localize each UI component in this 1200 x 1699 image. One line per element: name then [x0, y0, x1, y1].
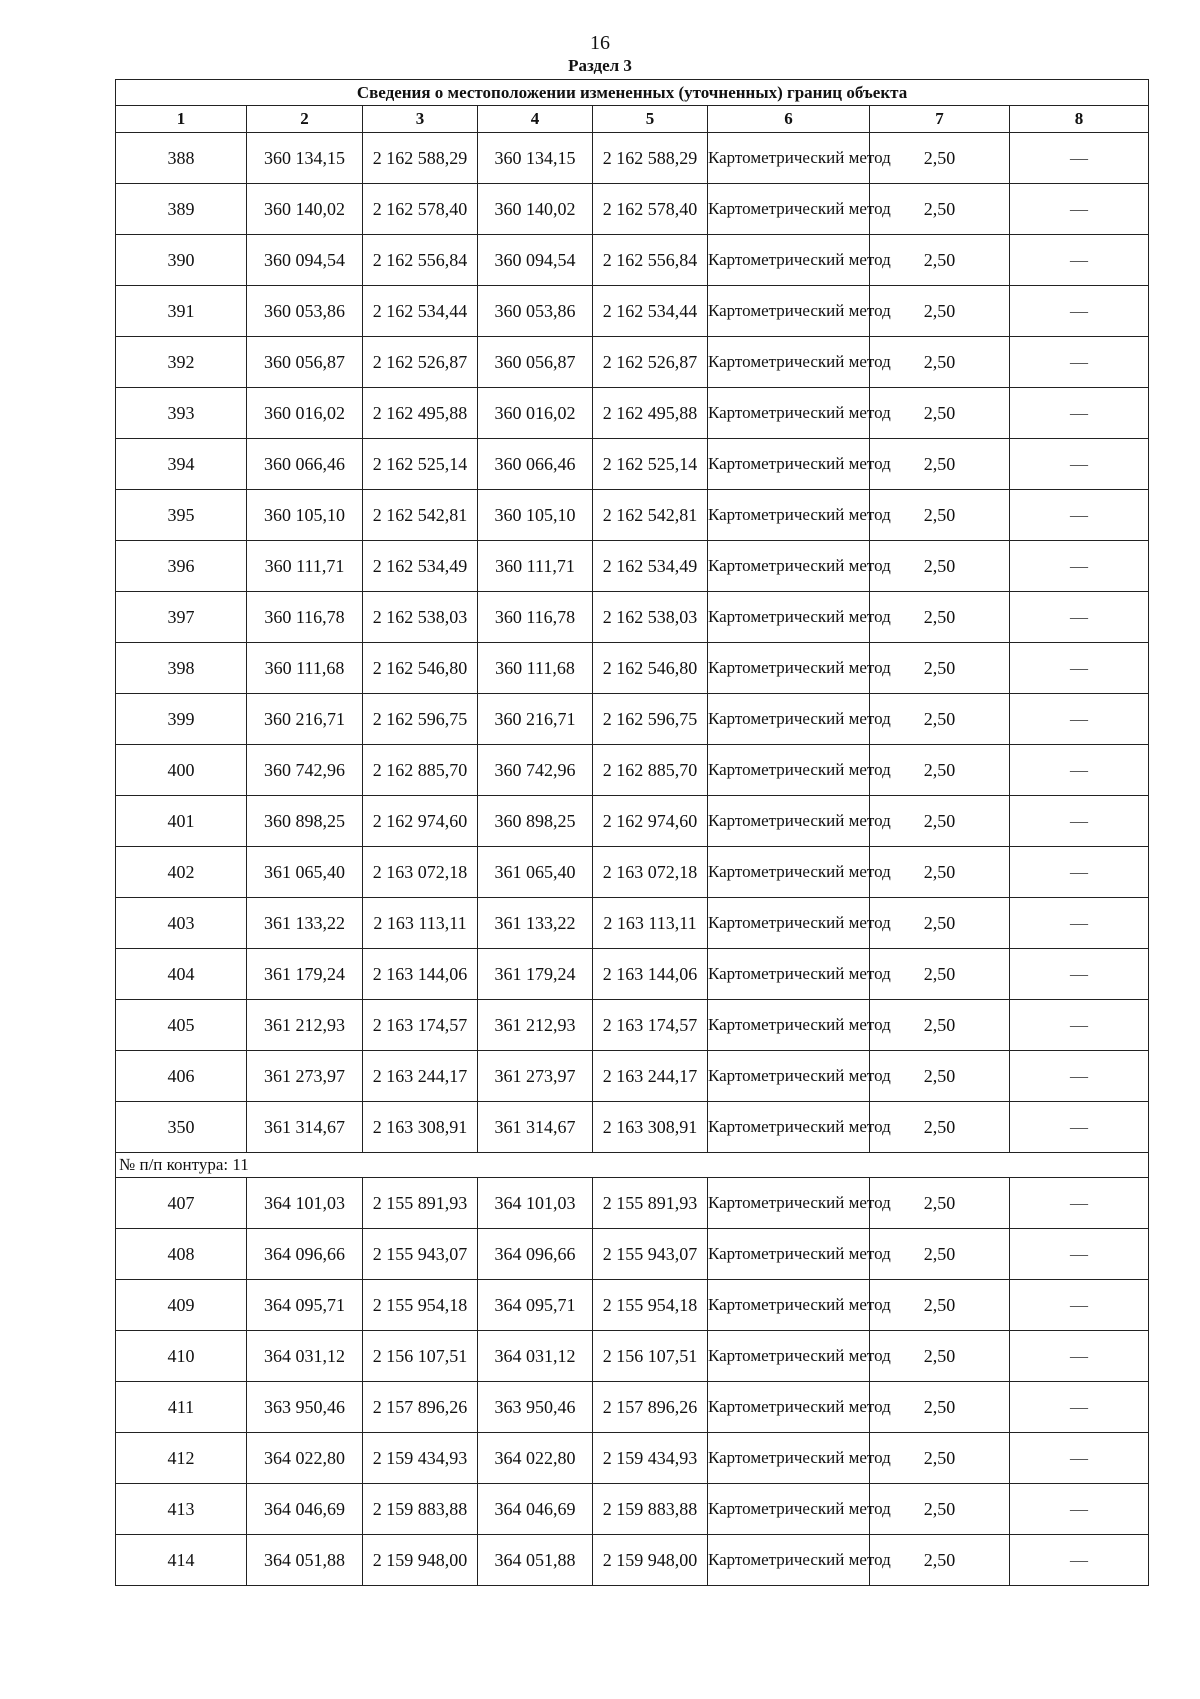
y-old-cell: 2 162 525,14	[363, 439, 478, 490]
method-cell: Картометрический метод	[708, 235, 870, 286]
x-new-cell: 360 111,71	[478, 541, 593, 592]
accuracy-cell: 2,50	[870, 1382, 1010, 1433]
method-cell: Картометрический метод	[708, 745, 870, 796]
column-number: 4	[478, 106, 593, 133]
accuracy-cell: 2,50	[870, 796, 1010, 847]
point-number-cell: 395	[116, 490, 247, 541]
method-cell: Картометрический метод	[708, 1178, 870, 1229]
accuracy-cell: 2,50	[870, 694, 1010, 745]
y-old-cell: 2 162 578,40	[363, 184, 478, 235]
method-cell: Картометрический метод	[708, 643, 870, 694]
y-old-cell: 2 162 534,44	[363, 286, 478, 337]
method-cell: Картометрический метод	[708, 388, 870, 439]
x-new-cell: 361 273,97	[478, 1051, 593, 1102]
point-number-cell: 401	[116, 796, 247, 847]
description-cell: —	[1010, 1382, 1149, 1433]
x-new-cell: 361 133,22	[478, 898, 593, 949]
table-row	[116, 133, 1149, 184]
x-new-cell: 360 053,86	[478, 286, 593, 337]
x-old-cell: 360 111,71	[247, 541, 363, 592]
point-number-cell: 396	[116, 541, 247, 592]
y-old-cell: 2 163 144,06	[363, 949, 478, 1000]
y-old-cell: 2 155 891,93	[363, 1178, 478, 1229]
coordinates-table	[115, 79, 1149, 1586]
y-old-cell: 2 162 556,84	[363, 235, 478, 286]
table-row	[116, 1433, 1149, 1484]
table-row	[116, 184, 1149, 235]
y-old-cell: 2 163 244,17	[363, 1051, 478, 1102]
table-row	[116, 388, 1149, 439]
description-cell: —	[1010, 898, 1149, 949]
x-old-cell: 364 031,12	[247, 1331, 363, 1382]
accuracy-cell: 2,50	[870, 1229, 1010, 1280]
description-cell: —	[1010, 286, 1149, 337]
x-old-cell: 360 134,15	[247, 133, 363, 184]
accuracy-cell: 2,50	[870, 1535, 1010, 1586]
x-old-cell: 361 212,93	[247, 1000, 363, 1051]
x-new-cell: 360 140,02	[478, 184, 593, 235]
y-new-cell: 2 162 534,49	[593, 541, 708, 592]
y-old-cell: 2 162 534,49	[363, 541, 478, 592]
accuracy-cell: 2,50	[870, 1178, 1010, 1229]
x-new-cell: 364 101,03	[478, 1178, 593, 1229]
description-cell: —	[1010, 235, 1149, 286]
description-cell: —	[1010, 1331, 1149, 1382]
y-new-cell: 2 163 174,57	[593, 1000, 708, 1051]
table-row	[116, 847, 1149, 898]
x-new-cell: 360 056,87	[478, 337, 593, 388]
description-cell: —	[1010, 1178, 1149, 1229]
table-row	[116, 796, 1149, 847]
method-cell: Картометрический метод	[708, 337, 870, 388]
y-old-cell: 2 162 596,75	[363, 694, 478, 745]
table-row	[116, 1280, 1149, 1331]
x-old-cell: 360 742,96	[247, 745, 363, 796]
table-row	[116, 235, 1149, 286]
y-new-cell: 2 162 974,60	[593, 796, 708, 847]
y-new-cell: 2 163 144,06	[593, 949, 708, 1000]
x-new-cell: 360 134,15	[478, 133, 593, 184]
point-number-cell: 399	[116, 694, 247, 745]
y-old-cell: 2 162 542,81	[363, 490, 478, 541]
y-new-cell: 2 162 526,87	[593, 337, 708, 388]
description-cell: —	[1010, 337, 1149, 388]
point-number-cell: 414	[116, 1535, 247, 1586]
point-number-cell: 390	[116, 235, 247, 286]
point-number-cell: 408	[116, 1229, 247, 1280]
column-number-row	[116, 106, 1149, 133]
table-row	[116, 1178, 1149, 1229]
description-cell: —	[1010, 1484, 1149, 1535]
table-row	[116, 541, 1149, 592]
method-cell: Картометрический метод	[708, 592, 870, 643]
table-row	[116, 745, 1149, 796]
table-row	[116, 949, 1149, 1000]
point-number-cell: 388	[116, 133, 247, 184]
accuracy-cell: 2,50	[870, 847, 1010, 898]
y-old-cell: 2 162 588,29	[363, 133, 478, 184]
accuracy-cell: 2,50	[870, 1280, 1010, 1331]
table-row	[116, 490, 1149, 541]
x-new-cell: 360 742,96	[478, 745, 593, 796]
table-row	[116, 643, 1149, 694]
x-old-cell: 360 111,68	[247, 643, 363, 694]
x-old-cell: 363 950,46	[247, 1382, 363, 1433]
y-new-cell: 2 162 596,75	[593, 694, 708, 745]
y-old-cell: 2 159 883,88	[363, 1484, 478, 1535]
x-new-cell: 360 066,46	[478, 439, 593, 490]
method-cell: Картометрический метод	[708, 1382, 870, 1433]
x-new-cell: 360 094,54	[478, 235, 593, 286]
y-new-cell: 2 155 891,93	[593, 1178, 708, 1229]
x-new-cell: 361 314,67	[478, 1102, 593, 1153]
x-new-cell: 363 950,46	[478, 1382, 593, 1433]
method-cell: Картометрический метод	[708, 1229, 870, 1280]
method-cell: Картометрический метод	[708, 1433, 870, 1484]
point-number-cell: 409	[116, 1280, 247, 1331]
point-number-cell: 393	[116, 388, 247, 439]
x-new-cell: 364 031,12	[478, 1331, 593, 1382]
x-old-cell: 361 133,22	[247, 898, 363, 949]
method-cell: Картометрический метод	[708, 133, 870, 184]
y-old-cell: 2 156 107,51	[363, 1331, 478, 1382]
accuracy-cell: 2,50	[870, 133, 1010, 184]
accuracy-cell: 2,50	[870, 643, 1010, 694]
description-cell: —	[1010, 184, 1149, 235]
table-row	[116, 1000, 1149, 1051]
accuracy-cell: 2,50	[870, 1433, 1010, 1484]
accuracy-cell: 2,50	[870, 745, 1010, 796]
y-new-cell: 2 162 588,29	[593, 133, 708, 184]
x-old-cell: 360 216,71	[247, 694, 363, 745]
point-number-cell: 397	[116, 592, 247, 643]
x-new-cell: 360 105,10	[478, 490, 593, 541]
table-body	[116, 133, 1149, 1586]
description-cell: —	[1010, 1280, 1149, 1331]
x-old-cell: 364 101,03	[247, 1178, 363, 1229]
method-cell: Картометрический метод	[708, 541, 870, 592]
contour-row	[116, 1153, 1149, 1178]
point-number-cell: 413	[116, 1484, 247, 1535]
table-row	[116, 592, 1149, 643]
y-old-cell: 2 162 974,60	[363, 796, 478, 847]
accuracy-cell: 2,50	[870, 388, 1010, 439]
x-old-cell: 361 314,67	[247, 1102, 363, 1153]
y-new-cell: 2 162 538,03	[593, 592, 708, 643]
method-cell: Картометрический метод	[708, 490, 870, 541]
accuracy-cell: 2,50	[870, 541, 1010, 592]
accuracy-cell: 2,50	[870, 1051, 1010, 1102]
method-cell: Картометрический метод	[708, 694, 870, 745]
accuracy-cell: 2,50	[870, 1102, 1010, 1153]
description-cell: —	[1010, 1433, 1149, 1484]
column-number: 8	[1010, 106, 1149, 133]
y-new-cell: 2 162 578,40	[593, 184, 708, 235]
x-old-cell: 360 140,02	[247, 184, 363, 235]
point-number-cell: 350	[116, 1102, 247, 1153]
method-cell: Картометрический метод	[708, 184, 870, 235]
table-row	[116, 1051, 1149, 1102]
point-number-cell: 407	[116, 1178, 247, 1229]
table-row	[116, 694, 1149, 745]
x-old-cell: 364 095,71	[247, 1280, 363, 1331]
point-number-cell: 389	[116, 184, 247, 235]
description-cell: —	[1010, 1000, 1149, 1051]
y-old-cell: 2 155 943,07	[363, 1229, 478, 1280]
y-old-cell: 2 162 495,88	[363, 388, 478, 439]
description-cell: —	[1010, 541, 1149, 592]
method-cell: Картометрический метод	[708, 1484, 870, 1535]
description-cell: —	[1010, 133, 1149, 184]
method-cell: Картометрический метод	[708, 1102, 870, 1153]
column-number: 7	[870, 106, 1010, 133]
table-row	[116, 1484, 1149, 1535]
description-cell: —	[1010, 1535, 1149, 1586]
y-new-cell: 2 155 943,07	[593, 1229, 708, 1280]
contour-label: № п/п контура: 11	[116, 1153, 1149, 1178]
table-row	[116, 1331, 1149, 1382]
x-old-cell: 361 065,40	[247, 847, 363, 898]
x-new-cell: 364 046,69	[478, 1484, 593, 1535]
x-new-cell: 360 116,78	[478, 592, 593, 643]
accuracy-cell: 2,50	[870, 898, 1010, 949]
method-cell: Картометрический метод	[708, 847, 870, 898]
y-new-cell: 2 163 308,91	[593, 1102, 708, 1153]
description-cell: —	[1010, 388, 1149, 439]
y-new-cell: 2 162 556,84	[593, 235, 708, 286]
column-number: 3	[363, 106, 478, 133]
accuracy-cell: 2,50	[870, 490, 1010, 541]
accuracy-cell: 2,50	[870, 1000, 1010, 1051]
x-new-cell: 364 051,88	[478, 1535, 593, 1586]
y-new-cell: 2 162 542,81	[593, 490, 708, 541]
accuracy-cell: 2,50	[870, 1484, 1010, 1535]
table-caption: Сведения о местоположении измененных (уточненных) границ объекта	[116, 80, 1149, 106]
description-cell: —	[1010, 949, 1149, 1000]
y-old-cell: 2 155 954,18	[363, 1280, 478, 1331]
x-old-cell: 360 105,10	[247, 490, 363, 541]
y-old-cell: 2 163 072,18	[363, 847, 478, 898]
x-new-cell: 360 111,68	[478, 643, 593, 694]
y-new-cell: 2 162 525,14	[593, 439, 708, 490]
column-number: 6	[708, 106, 870, 133]
description-cell: —	[1010, 592, 1149, 643]
point-number-cell: 404	[116, 949, 247, 1000]
accuracy-cell: 2,50	[870, 592, 1010, 643]
y-new-cell: 2 163 072,18	[593, 847, 708, 898]
x-new-cell: 360 016,02	[478, 388, 593, 439]
point-number-cell: 411	[116, 1382, 247, 1433]
y-new-cell: 2 162 546,80	[593, 643, 708, 694]
x-new-cell: 361 212,93	[478, 1000, 593, 1051]
x-old-cell: 360 016,02	[247, 388, 363, 439]
method-cell: Картометрический метод	[708, 1000, 870, 1051]
x-old-cell: 360 898,25	[247, 796, 363, 847]
y-old-cell: 2 157 896,26	[363, 1382, 478, 1433]
method-cell: Картометрический метод	[708, 1535, 870, 1586]
table-row	[116, 286, 1149, 337]
description-cell: —	[1010, 745, 1149, 796]
x-new-cell: 361 065,40	[478, 847, 593, 898]
point-number-cell: 412	[116, 1433, 247, 1484]
x-new-cell: 364 096,66	[478, 1229, 593, 1280]
description-cell: —	[1010, 847, 1149, 898]
point-number-cell: 400	[116, 745, 247, 796]
x-old-cell: 364 046,69	[247, 1484, 363, 1535]
point-number-cell: 398	[116, 643, 247, 694]
x-new-cell: 364 022,80	[478, 1433, 593, 1484]
y-new-cell: 2 162 495,88	[593, 388, 708, 439]
column-number: 5	[593, 106, 708, 133]
method-cell: Картометрический метод	[708, 1331, 870, 1382]
accuracy-cell: 2,50	[870, 337, 1010, 388]
description-cell: —	[1010, 1229, 1149, 1280]
y-new-cell: 2 162 534,44	[593, 286, 708, 337]
table-row	[116, 1535, 1149, 1586]
page-number: 16	[590, 32, 610, 54]
y-old-cell: 2 162 526,87	[363, 337, 478, 388]
x-new-cell: 360 216,71	[478, 694, 593, 745]
description-cell: —	[1010, 643, 1149, 694]
x-old-cell: 360 094,54	[247, 235, 363, 286]
method-cell: Картометрический метод	[708, 286, 870, 337]
y-old-cell: 2 159 948,00	[363, 1535, 478, 1586]
y-new-cell: 2 162 885,70	[593, 745, 708, 796]
accuracy-cell: 2,50	[870, 1331, 1010, 1382]
description-cell: —	[1010, 694, 1149, 745]
x-new-cell: 361 179,24	[478, 949, 593, 1000]
y-old-cell: 2 163 113,11	[363, 898, 478, 949]
description-cell: —	[1010, 439, 1149, 490]
accuracy-cell: 2,50	[870, 235, 1010, 286]
table-caption-row	[116, 80, 1149, 106]
point-number-cell: 403	[116, 898, 247, 949]
description-cell: —	[1010, 490, 1149, 541]
point-number-cell: 392	[116, 337, 247, 388]
x-old-cell: 364 022,80	[247, 1433, 363, 1484]
table-row	[116, 898, 1149, 949]
table-row	[116, 1102, 1149, 1153]
y-old-cell: 2 163 308,91	[363, 1102, 478, 1153]
column-number: 1	[116, 106, 247, 133]
x-old-cell: 364 051,88	[247, 1535, 363, 1586]
method-cell: Картометрический метод	[708, 1051, 870, 1102]
point-number-cell: 391	[116, 286, 247, 337]
description-cell: —	[1010, 796, 1149, 847]
x-old-cell: 360 056,87	[247, 337, 363, 388]
table-row	[116, 1229, 1149, 1280]
y-old-cell: 2 162 546,80	[363, 643, 478, 694]
x-old-cell: 361 273,97	[247, 1051, 363, 1102]
y-new-cell: 2 163 113,11	[593, 898, 708, 949]
accuracy-cell: 2,50	[870, 184, 1010, 235]
y-old-cell: 2 162 885,70	[363, 745, 478, 796]
y-new-cell: 2 159 434,93	[593, 1433, 708, 1484]
x-old-cell: 361 179,24	[247, 949, 363, 1000]
method-cell: Картометрический метод	[708, 949, 870, 1000]
y-old-cell: 2 163 174,57	[363, 1000, 478, 1051]
table-row	[116, 1382, 1149, 1433]
x-old-cell: 360 116,78	[247, 592, 363, 643]
description-cell: —	[1010, 1102, 1149, 1153]
point-number-cell: 410	[116, 1331, 247, 1382]
description-cell: —	[1010, 1051, 1149, 1102]
column-number: 2	[247, 106, 363, 133]
accuracy-cell: 2,50	[870, 949, 1010, 1000]
x-old-cell: 364 096,66	[247, 1229, 363, 1280]
y-old-cell: 2 162 538,03	[363, 592, 478, 643]
section-title: Раздел 3	[568, 56, 632, 75]
y-new-cell: 2 159 948,00	[593, 1535, 708, 1586]
x-new-cell: 360 898,25	[478, 796, 593, 847]
x-old-cell: 360 053,86	[247, 286, 363, 337]
y-new-cell: 2 155 954,18	[593, 1280, 708, 1331]
method-cell: Картометрический метод	[708, 439, 870, 490]
y-new-cell: 2 159 883,88	[593, 1484, 708, 1535]
y-old-cell: 2 159 434,93	[363, 1433, 478, 1484]
point-number-cell: 405	[116, 1000, 247, 1051]
point-number-cell: 406	[116, 1051, 247, 1102]
x-old-cell: 360 066,46	[247, 439, 363, 490]
point-number-cell: 394	[116, 439, 247, 490]
x-new-cell: 364 095,71	[478, 1280, 593, 1331]
accuracy-cell: 2,50	[870, 286, 1010, 337]
method-cell: Картометрический метод	[708, 1280, 870, 1331]
y-new-cell: 2 163 244,17	[593, 1051, 708, 1102]
table-row	[116, 337, 1149, 388]
point-number-cell: 402	[116, 847, 247, 898]
accuracy-cell: 2,50	[870, 439, 1010, 490]
table-row	[116, 439, 1149, 490]
y-new-cell: 2 157 896,26	[593, 1382, 708, 1433]
method-cell: Картометрический метод	[708, 796, 870, 847]
method-cell: Картометрический метод	[708, 898, 870, 949]
y-new-cell: 2 156 107,51	[593, 1331, 708, 1382]
